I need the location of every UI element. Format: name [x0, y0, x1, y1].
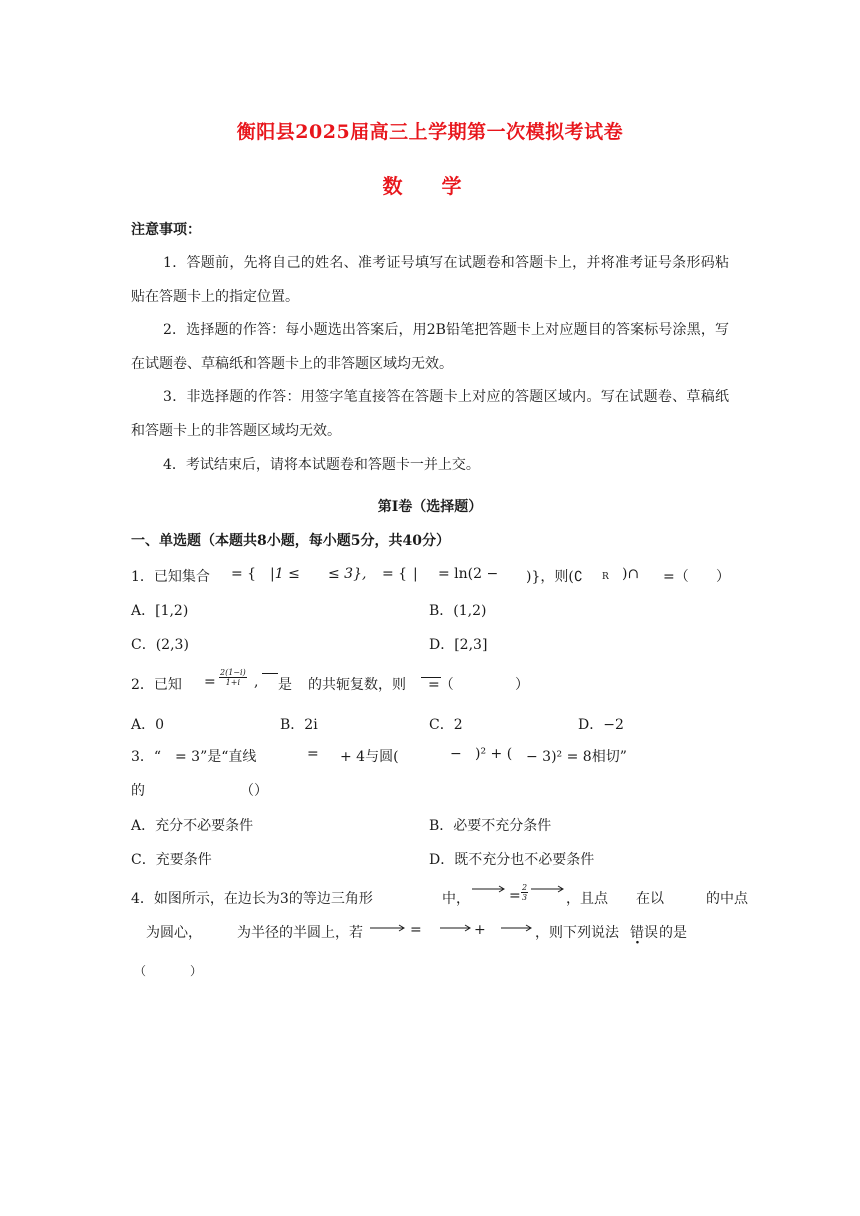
q2-fraction-numerator: 2(1−i): [220, 668, 246, 677]
q1-stem: )}，则(∁: [526, 569, 583, 585]
q4-stem: =: [509, 888, 521, 904]
q3-stem: − 3)² = 8相切”: [526, 749, 627, 765]
exam-subject: 数 学: [382, 174, 478, 198]
q3-option-b: B．必要不充分条件: [429, 818, 552, 834]
q2-option-b: B．2i: [280, 717, 318, 733]
q1-stem: ）: [716, 569, 730, 585]
section-title: 第Ⅰ卷（选择题）: [377, 499, 483, 515]
q4-stem: 的是: [659, 925, 687, 941]
q2-stem: 的共轭复数，则: [308, 677, 406, 693]
q3-stem: =: [307, 746, 319, 762]
q1-option-b: B．(1,2): [429, 603, 487, 619]
q4-stem: 为半径的半圆上，若: [237, 925, 363, 941]
q1-stem: )∩: [622, 566, 640, 582]
q3-stem: + 4与圆(: [340, 749, 399, 765]
notice-heading: 注意事项：: [131, 222, 201, 238]
notice-item: 2．选择题的作答：每小题选出答案后，用2B铅笔把答题卡上对应题目的答案标号涂黑，写在试题卷、草稿纸和答题卡上的非答题区域均无效。: [131, 322, 729, 372]
q4-fraction: [521, 883, 528, 902]
q3-option-a: A．充分不必要条件: [131, 818, 254, 834]
q4-stem: ，则下列说法: [535, 925, 619, 941]
q1-stem: ≤ 3},: [328, 566, 367, 582]
q3-stem: )² + (: [475, 746, 513, 762]
vector-arrow: [440, 924, 472, 932]
q2-fraction: [219, 668, 247, 687]
q1-stem: = {: [231, 566, 257, 582]
q4-stem: +: [474, 922, 486, 938]
q1-stem: = {: [382, 566, 408, 582]
q4-stem: ，且点: [566, 891, 608, 907]
vector-arrow: [472, 885, 506, 893]
q1-stem: =（: [663, 569, 689, 585]
q4-stem: 4．如图所示，在边长为3的等边三角形: [131, 891, 373, 907]
q3-stem: 3．“: [131, 749, 162, 765]
vector-arrow: [370, 924, 406, 932]
q3-stem: = 3”是“直线: [175, 749, 257, 765]
q4-fraction-denominator: 3: [522, 893, 528, 902]
q2-stem: ）: [515, 677, 529, 693]
notice-item: 3．非选择题的作答：用签字笔直接答在答题卡上对应的答题区域内。写在试题卷、草稿纸和答题卡上的非答题区域均无效。: [131, 389, 729, 439]
q4-stem: （: [134, 964, 147, 978]
q1-stem: |: [413, 566, 418, 582]
q3-stem: −: [450, 746, 462, 762]
q2-stem: ,: [254, 674, 259, 690]
q4-stem: 中，: [442, 891, 470, 907]
part-heading: 一、单选题（本题共8小题，每小题5分，共40分）: [131, 533, 450, 549]
q1-stem: |1 ≤: [270, 566, 300, 582]
q2-stem: =（: [428, 677, 454, 693]
q1-stem: 1．已知集合: [131, 569, 210, 585]
q1-stem-subscript: R: [602, 572, 609, 582]
q1-stem: = ln(2 −: [438, 566, 499, 582]
q2-option-a: A．0: [131, 717, 165, 733]
q4-stem: 在以: [636, 891, 664, 907]
q4-stem: ）: [190, 964, 203, 978]
notice-item: 4．考试结束后，请将本试题卷和答题卡一并上交。: [163, 457, 480, 473]
vector-arrow: [531, 885, 565, 893]
q1-option-c: C．(2,3): [131, 637, 189, 653]
q4-fraction-numerator: 2: [522, 883, 528, 892]
q3-option-d: D．既不充分也不必要条件: [429, 852, 595, 868]
q4-stem: =: [410, 922, 422, 938]
q2-stem: 是: [278, 677, 292, 693]
q3-stem: 的: [131, 783, 145, 799]
q3-stem: ）: [254, 783, 268, 799]
conjugate-bar: [262, 672, 278, 675]
q3-option-c: C．充要条件: [131, 852, 212, 868]
q4-stem: 为圆心，: [146, 925, 202, 941]
q1-option-a: A．[1,2): [131, 603, 189, 619]
notice-item: 1．答题前，先将自己的姓名、准考证号填写在试题卷和答题卡上，并将准考证号条形码粘贴在答题卡上的指定位置。: [131, 255, 729, 305]
q2-fraction-denominator: 1+i: [225, 678, 241, 687]
exam-title: 衡阳县2025届高三上学期第一次模拟考试卷: [236, 121, 624, 143]
q1-option-d: D．[2,3]: [429, 637, 488, 653]
q2-option-d: D．−2: [578, 717, 624, 733]
q3-stem: （: [240, 783, 254, 799]
q2-stem: =: [204, 674, 216, 690]
vector-arrow: [501, 924, 533, 932]
q4-stem: 的中点: [706, 891, 748, 907]
q4-emphasis: 错误: [630, 925, 658, 941]
q2-option-c: C．2: [429, 717, 463, 733]
q2-stem: 2．已知: [131, 677, 182, 693]
